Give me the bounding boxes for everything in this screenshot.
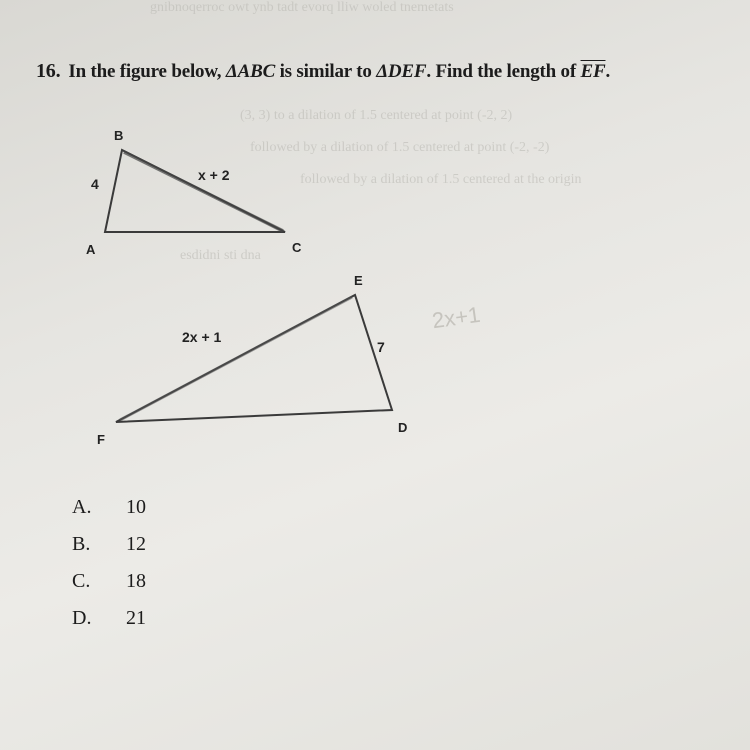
- side-ef-label: 2x + 1: [182, 329, 222, 345]
- choice-c[interactable]: [72, 570, 146, 607]
- bleed-through-text: followed by a dilation of 1.5 centered at point (-2, -2): [250, 140, 550, 155]
- bleed-through-text: (3, 3) to a dilation of 1.5 centered at point (-2, 2): [240, 108, 513, 123]
- side-bc-label: x + 2: [198, 167, 230, 183]
- pencil-trace-bc: [124, 152, 283, 231]
- choice-value: 12: [126, 533, 146, 555]
- question-part: .: [605, 61, 611, 82]
- bleed-through-text: gnibnoqerroc owt ynb tadt evorq lliw woled tnemetats: [150, 0, 454, 15]
- segment-ef: $\overline{EF}$: [580, 61, 606, 82]
- triangle-abc-name: ΔABC: [225, 61, 276, 82]
- vertex-a-label: A: [86, 242, 96, 257]
- choice-letter: C.: [72, 570, 91, 592]
- choice-value: 10: [126, 496, 146, 518]
- pencil-trace-ef: [120, 297, 352, 420]
- question-part: is similar to: [275, 61, 377, 82]
- choice-a[interactable]: [72, 496, 146, 533]
- answer-choices: [72, 496, 146, 644]
- choice-letter: A.: [72, 496, 92, 518]
- vertex-d-label: D: [398, 420, 408, 435]
- choice-letter: B.: [72, 533, 91, 555]
- choice-value: 21: [126, 607, 146, 629]
- vertex-e-label: E: [354, 273, 363, 288]
- question-part: . Find the length of: [426, 61, 581, 82]
- side-ed-label: 7: [377, 339, 385, 355]
- pencil-note: 2x+1: [430, 301, 482, 334]
- bleed-through-text: esdidni sti dna: [180, 248, 261, 263]
- bleed-through-text: followed by a dilation of 1.5 centered at the origin: [300, 172, 582, 187]
- question-part: In the figure below,: [68, 61, 226, 82]
- choice-letter: D.: [72, 607, 92, 629]
- vertex-c-label: C: [292, 240, 302, 255]
- triangle-def: [116, 295, 392, 422]
- choice-d[interactable]: [72, 607, 146, 644]
- question-number: 16.: [36, 60, 61, 82]
- side-ab-label: 4: [91, 176, 99, 192]
- vertex-b-label: B: [114, 128, 124, 143]
- triangle-def-name: ΔDEF: [376, 61, 427, 82]
- choice-b[interactable]: [72, 533, 146, 570]
- choice-value: 18: [126, 570, 146, 592]
- vertex-f-label: F: [97, 432, 105, 447]
